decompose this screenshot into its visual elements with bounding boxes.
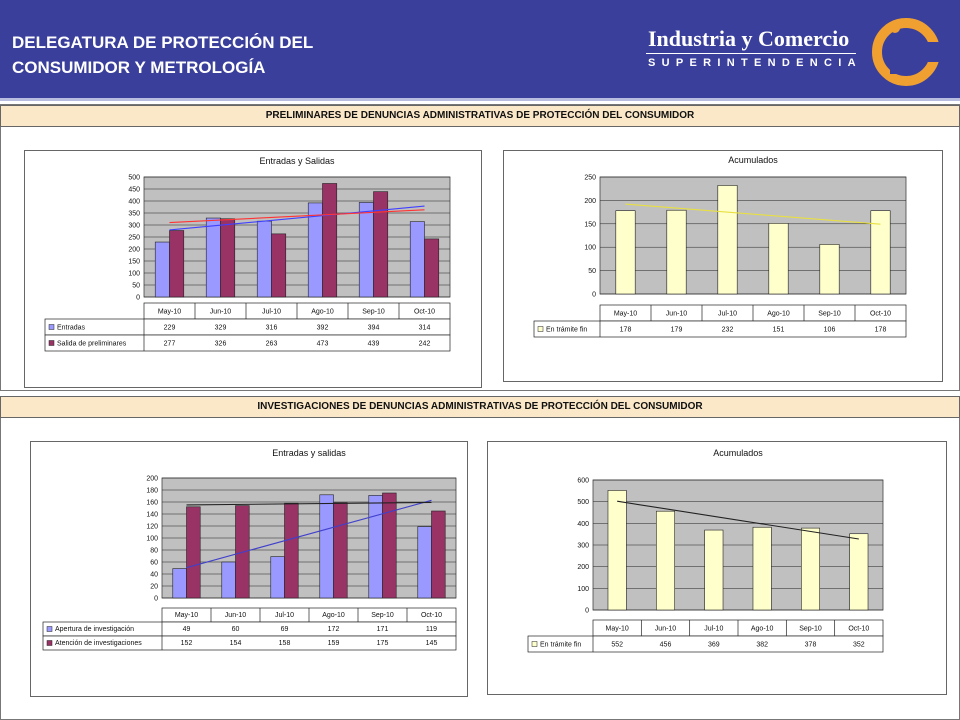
table-header-oct-10: Oct-10 [420,612,443,620]
legend-label-s1: Salida de preliminares [57,340,127,348]
y-tick-label: 0 [592,291,596,299]
legend-label-s0: En trámite fin [546,326,588,334]
y-tick-label: 200 [128,246,140,254]
y-tick-label: 0 [585,607,589,615]
chart-investigaciones-entradas-salidas [31,442,467,696]
bar-ago-10-s0 [753,527,771,610]
bar-sep-10-s0 [801,528,819,610]
y-tick-label: 50 [588,268,596,276]
chart-title: Entradas y salidas [272,448,346,458]
legend-swatch-s0 [47,627,52,632]
table-value-s0-may-10: 49 [182,626,191,634]
table-value-s0-jul-10: 232 [721,326,734,334]
table-value-s1-jun-10: 154 [229,640,242,648]
table-value-s1-oct-10: 145 [425,640,438,648]
table-header-jun-10: Jun-10 [209,308,232,316]
page-title [12,30,313,80]
brand-subtitle: SUPERINTENDENCIA [648,57,862,69]
y-tick-label: 450 [128,186,140,194]
y-tick-label: 250 [584,174,596,182]
bar-may-10-s0 [608,490,626,610]
y-tick-label: 50 [132,282,140,290]
table-header-may-10: May-10 [174,612,199,620]
bar-may-10-s1 [187,507,201,598]
y-tick-label: 200 [584,197,596,205]
chart-box-3 [30,441,468,697]
legend-label-s0: En trámite fin [540,641,582,649]
y-tick-label: 100 [146,535,158,543]
table-header-jun-10: Jun-10 [665,310,688,318]
table-value-s0-jul-10: 316 [265,324,278,332]
table-value-s0-ago-10: 382 [756,641,769,649]
table-value-s0-may-10: 552 [611,641,624,649]
table-value-s0-sep-10: 378 [804,641,817,649]
bar-sep-10-s0 [359,202,373,297]
y-tick-label: 0 [154,595,158,603]
table-header-jul-10: Jul-10 [274,612,295,620]
bar-ago-10-s0 [769,223,788,294]
bar-jul-10-s1 [285,503,299,598]
y-tick-label: 100 [577,585,589,593]
table-value-s1-sep-10: 439 [367,340,380,348]
bar-jun-10-s0 [222,562,236,598]
table-value-s0-oct-10: 178 [874,326,887,334]
bar-jun-10-s0 [656,511,674,610]
legend-label-s0: Apertura de investigación [55,626,134,634]
preliminares-title: PRELIMINARES DE DENUNCIAS ADMINISTRATIVAS DE PROTECCIÓN DEL CONSUMIDOR [0,105,960,127]
y-tick-label: 300 [128,222,140,230]
legend-swatch-s1 [47,641,52,646]
y-tick-label: 60 [150,559,158,567]
y-tick-label: 300 [577,542,589,550]
chart-title: Acumulados [713,448,763,458]
table-header-jun-10: Jun-10 [654,625,677,633]
bar-jul-10-s0 [257,221,271,297]
table-value-s1-ago-10: 473 [316,340,329,348]
table-header-jul-10: Jul-10 [261,308,282,316]
table-value-s0-sep-10: 106 [823,326,836,334]
bar-may-10-s1 [170,231,184,297]
bar-oct-10-s1 [425,239,439,297]
legend-label-s0: Entradas [57,324,86,332]
table-value-s0-ago-10: 151 [772,326,785,334]
table-header-may-10: May-10 [157,308,182,316]
y-tick-label: 200 [146,475,158,483]
chart-preliminares-acumulados [504,151,942,381]
investigaciones-title: INVESTIGACIONES DE DENUNCIAS ADMINISTRATIVAS DE PROTECCIÓN DEL CONSUMIDOR [0,396,960,418]
chart-box-1 [24,150,482,388]
table-value-s0-ago-10: 392 [316,324,329,332]
y-tick-label: 500 [128,174,140,182]
y-tick-label: 150 [128,258,140,266]
table-value-s0-oct-10: 352 [852,641,865,649]
table-value-s0-jun-10: 456 [659,641,672,649]
table-header-sep-10: Sep-10 [362,308,385,316]
y-tick-label: 100 [584,244,596,252]
table-header-jul-10: Jul-10 [717,310,738,318]
table-value-s1-may-10: 277 [163,340,176,348]
chart-preliminares-entradas-salidas [25,151,481,387]
header-separator [0,98,960,101]
plot-area [600,177,906,294]
table-header-oct-10: Oct-10 [413,308,436,316]
y-tick-label: 20 [150,583,158,591]
table-value-s0-sep-10: 171 [376,626,389,634]
table-value-s0-jun-10: 329 [214,324,227,332]
table-header-sep-10: Sep-10 [371,612,394,620]
table-header-jul-10: Jul-10 [704,625,724,633]
bar-ago-10-s1 [334,503,348,598]
table-header-oct-10: Oct-10 [869,310,892,318]
bar-ago-10-s1 [323,183,337,297]
table-header-ago-10: Ago-10 [322,612,345,620]
table-value-s1-may-10: 152 [180,640,193,648]
y-tick-label: 400 [128,198,140,206]
table-header-sep-10: Sep-10 [799,625,822,633]
bar-sep-10-s0 [820,244,839,294]
bar-oct-10-s1 [432,511,446,598]
bar-oct-10-s0 [850,534,868,610]
bar-sep-10-s0 [369,495,383,598]
y-tick-label: 500 [577,499,589,507]
table-header-ago-10: Ago-10 [311,308,334,316]
legend-swatch-s0 [49,325,54,330]
legend-swatch-s0 [538,327,543,332]
bar-jun-10-s0 [667,210,686,294]
brand-divider [646,53,856,54]
bar-jul-10-s0 [705,530,723,610]
table-value-s1-jul-10: 263 [265,340,278,348]
y-tick-label: 150 [584,221,596,229]
table-header-ago-10: Ago-10 [750,625,774,633]
table-row [534,321,906,337]
y-tick-label: 200 [577,564,589,572]
table-value-s0-oct-10: 314 [418,324,431,332]
bar-jun-10-s0 [206,218,220,297]
table-row [45,319,450,335]
bar-jun-10-s1 [221,219,235,297]
bar-sep-10-s1 [383,493,397,598]
y-tick-label: 40 [150,571,158,579]
header-banner [0,0,960,98]
table-value-s0-oct-10: 119 [425,626,438,634]
table-header-jun-10: Jun-10 [224,612,247,620]
table-header-may-10: May-10 [605,625,629,633]
table-header-may-10: May-10 [613,310,638,318]
bar-jul-10-s0 [271,557,285,598]
brand-name: Industria y Comercio [648,26,850,51]
bar-jul-10-s1 [272,234,286,297]
y-tick-label: 160 [146,499,158,507]
y-tick-label: 80 [150,547,158,555]
table-value-s0-jun-10: 60 [231,626,240,634]
y-tick-label: 350 [128,210,140,218]
y-tick-label: 600 [577,477,589,485]
table-header-sep-10: Sep-10 [818,310,841,318]
bar-ago-10-s0 [320,495,334,598]
table-value-s0-may-10: 229 [163,324,176,332]
table-value-s0-jul-10: 369 [707,641,720,649]
table-value-s0-ago-10: 172 [327,626,340,634]
sic-logo-icon [870,16,942,88]
table-value-s1-jun-10: 326 [214,340,227,348]
bar-may-10-s0 [616,211,635,294]
title-line-2: CONSUMIDOR Y METROLOGÍA [12,58,266,77]
table-header-oct-10: Oct-10 [848,625,870,633]
table-value-s1-sep-10: 175 [376,640,389,648]
bar-oct-10-s0 [418,527,432,598]
table-value-s0-sep-10: 394 [367,324,380,332]
table-header-ago-10: Ago-10 [767,310,790,318]
chart-investigaciones-acumulados [488,442,946,694]
y-tick-label: 400 [577,520,589,528]
y-tick-label: 100 [128,270,140,278]
legend-swatch-s0 [532,642,537,647]
bar-sep-10-s1 [374,192,388,297]
table-value-s1-oct-10: 242 [418,340,431,348]
table-value-s0-jul-10: 69 [280,626,289,634]
y-tick-label: 250 [128,234,140,242]
chart-title: Entradas y Salidas [259,156,335,166]
table-value-s0-may-10: 178 [619,326,632,334]
legend-swatch-s1 [49,341,54,346]
chart-box-4 [487,441,947,695]
y-tick-label: 120 [146,523,158,531]
bar-oct-10-s0 [410,222,424,297]
table-row [528,636,883,652]
title-line-1: DELEGATURA DE PROTECCIÓN DEL [12,33,314,52]
y-tick-label: 180 [146,487,158,495]
bar-jul-10-s0 [718,185,737,294]
bar-may-10-s0 [173,569,187,598]
y-tick-label: 140 [146,511,158,519]
table-value-s0-jun-10: 179 [670,326,683,334]
legend-label-s1: Atención de investigaciones [55,640,142,648]
chart-title: Acumulados [728,155,778,165]
y-tick-label: 0 [136,294,140,302]
bar-may-10-s0 [155,242,169,297]
table-value-s1-ago-10: 159 [327,640,340,648]
chart-box-2 [503,150,943,382]
table-value-s1-jul-10: 158 [278,640,291,648]
